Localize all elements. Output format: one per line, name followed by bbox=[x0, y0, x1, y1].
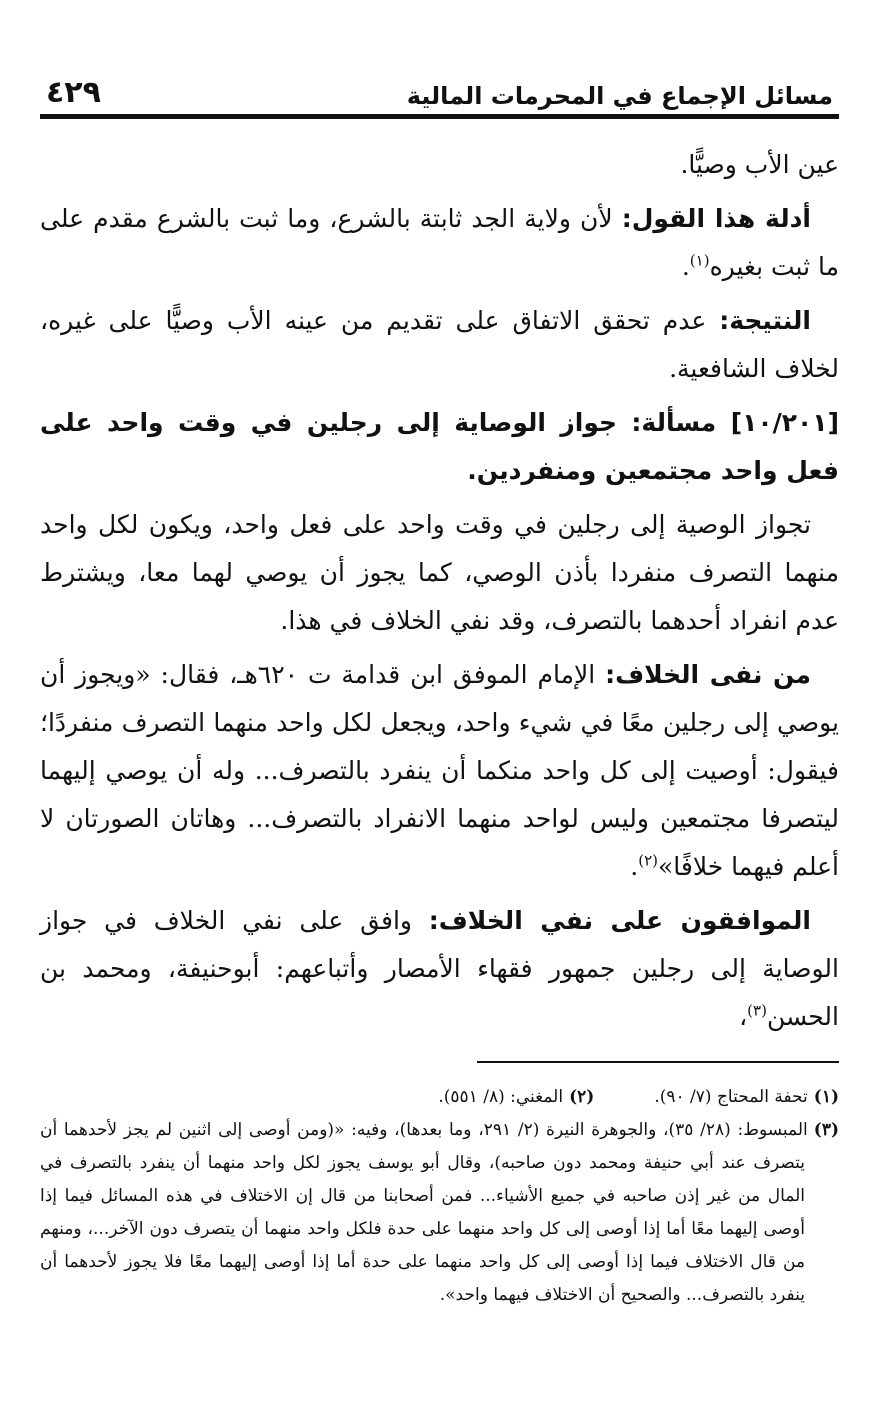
denial-end: . bbox=[630, 852, 639, 881]
paragraph-result bbox=[40, 297, 839, 393]
footnote-2-number: (٢) bbox=[569, 1087, 595, 1107]
footnote-1-number: (١) bbox=[813, 1087, 839, 1107]
agreeing-lead: الموافقون على نفي الخلاف: bbox=[428, 906, 811, 935]
evidence-end: . bbox=[681, 252, 690, 281]
page-number: ٤٢٩ bbox=[46, 75, 101, 110]
footnotes-row-1 bbox=[40, 1081, 839, 1114]
footnotes bbox=[40, 1081, 839, 1312]
footnote-1 bbox=[654, 1081, 839, 1114]
agreeing-text: وافق على نفي الخلاف في جواز الوصاية إلى رجلين جمهور فقهاء الأمصار وأتباعهم: أبوحنيفة، ومحمد بن الحسن bbox=[40, 906, 839, 1031]
footnote-ref-1[interactable]: (١) bbox=[689, 251, 710, 270]
issue-title: [١٠/٢٠١] مسألة: جواز الوصاية إلى رجلين في وقت واحد على فعل واحد مجتمعين ومنفردين. bbox=[40, 408, 839, 485]
footnote-ref-2[interactable]: (٢) bbox=[638, 851, 658, 870]
evidence-text: لأن ولاية الجد ثابتة بالشرع، وما ثبت بالشرع مقدم على ما ثبت بغيره bbox=[40, 204, 839, 281]
denial-lead: من نفى الخلاف: bbox=[605, 660, 811, 689]
footnote-ref-3[interactable]: (٣) bbox=[747, 1001, 767, 1020]
paragraph-denial bbox=[40, 651, 839, 891]
footnote-3 bbox=[40, 1114, 839, 1312]
footnote-2-text: المغني: (٨/ ٥٥١). bbox=[438, 1087, 564, 1107]
footnote-3-text: المبسوط: (٢٨/ ٣٥)، والجوهرة النيرة (٢/ ٢٩١، وما بعدها)، وفيه: «(ومن أوصى إلى اثنين لم يجز لأحدهما أن يتصرف عند أبي حنيفة ومحمد دون صاحبه)، وقال أبو يوسف يجوز لكل واحد منهما أن ينفرد بالتصرف في المال من غير إذن صاحبه في جميع الأشياء... فمن أصحابنا من قال إن الاختلاف في هذه المسائل فيما إذا أوصى إليهما معًا أما إذا أوصى إلى كل واحد منهما على حدة فلكل واحد منهما أن يتصرف دون الآخر...، ومنهم من قال الاختلاف فيما إذا أوصى إلى كل واحد منهما على حدة أما إذا أوصى إليهما معًا فلا يجوز لأحدهما أن ينفرد بالتصرف... والصحيح أن الاختلاف فيهما واحد». bbox=[40, 1120, 808, 1305]
paragraph-1 bbox=[40, 141, 839, 189]
paragraph-agreeing bbox=[40, 897, 839, 1041]
footnote-1-text: تحفة المحتاج (٧/ ٩٠). bbox=[654, 1087, 808, 1107]
page-header bbox=[40, 68, 839, 114]
header-rule bbox=[40, 114, 839, 119]
result-lead: النتيجة: bbox=[719, 306, 811, 335]
agreeing-end: ، bbox=[739, 1002, 748, 1031]
issue-heading bbox=[40, 399, 839, 495]
running-title: مسائل الإجماع في المحرمات المالية bbox=[406, 82, 833, 110]
ruling-text: تجواز الوصية إلى رجلين في وقت واحد على فعل واحد، ويكون لكل واحد منهما التصرف منفردا بأذن الوصي، كما يجوز أن يوصي لهما معا، ويشترط عدم انفراد أحدهما بالتصرف، وقد نفي الخلاف في هذا. bbox=[40, 510, 839, 635]
result-text: عدم تحقق الاتفاق على تقديم من عينه الأب وصيًّا على غيره، لخلاف الشافعية. bbox=[40, 306, 839, 383]
footnote-2 bbox=[438, 1081, 594, 1114]
paragraph-evidence bbox=[40, 195, 839, 291]
evidence-lead: أدلة هذا القول: bbox=[621, 204, 811, 233]
body-text bbox=[40, 141, 839, 1041]
p1-text: عين الأب وصيًّا. bbox=[680, 150, 839, 179]
denial-text: الإمام الموفق ابن قدامة ت ٦٢٠هـ، فقال: «ويجوز أن يوصي إلى رجلين معًا في شيء واحد، ويجعل لكل واحد منهما التصرف منفردًا؛ فيقول: أوصيت إلى كل واحد منكما أن ينفرد بالتصرف... وله أن يوصي إليهما ليتصرفا مجتمعين وليس لواحد منهما الانفراد بالتصرف... وهاتان الصورتان لا أعلم فيهما خلافًا» bbox=[40, 660, 839, 881]
footnote-3-number: (٣) bbox=[813, 1120, 839, 1140]
paragraph-ruling bbox=[40, 501, 839, 645]
footnote-rule bbox=[477, 1061, 839, 1063]
